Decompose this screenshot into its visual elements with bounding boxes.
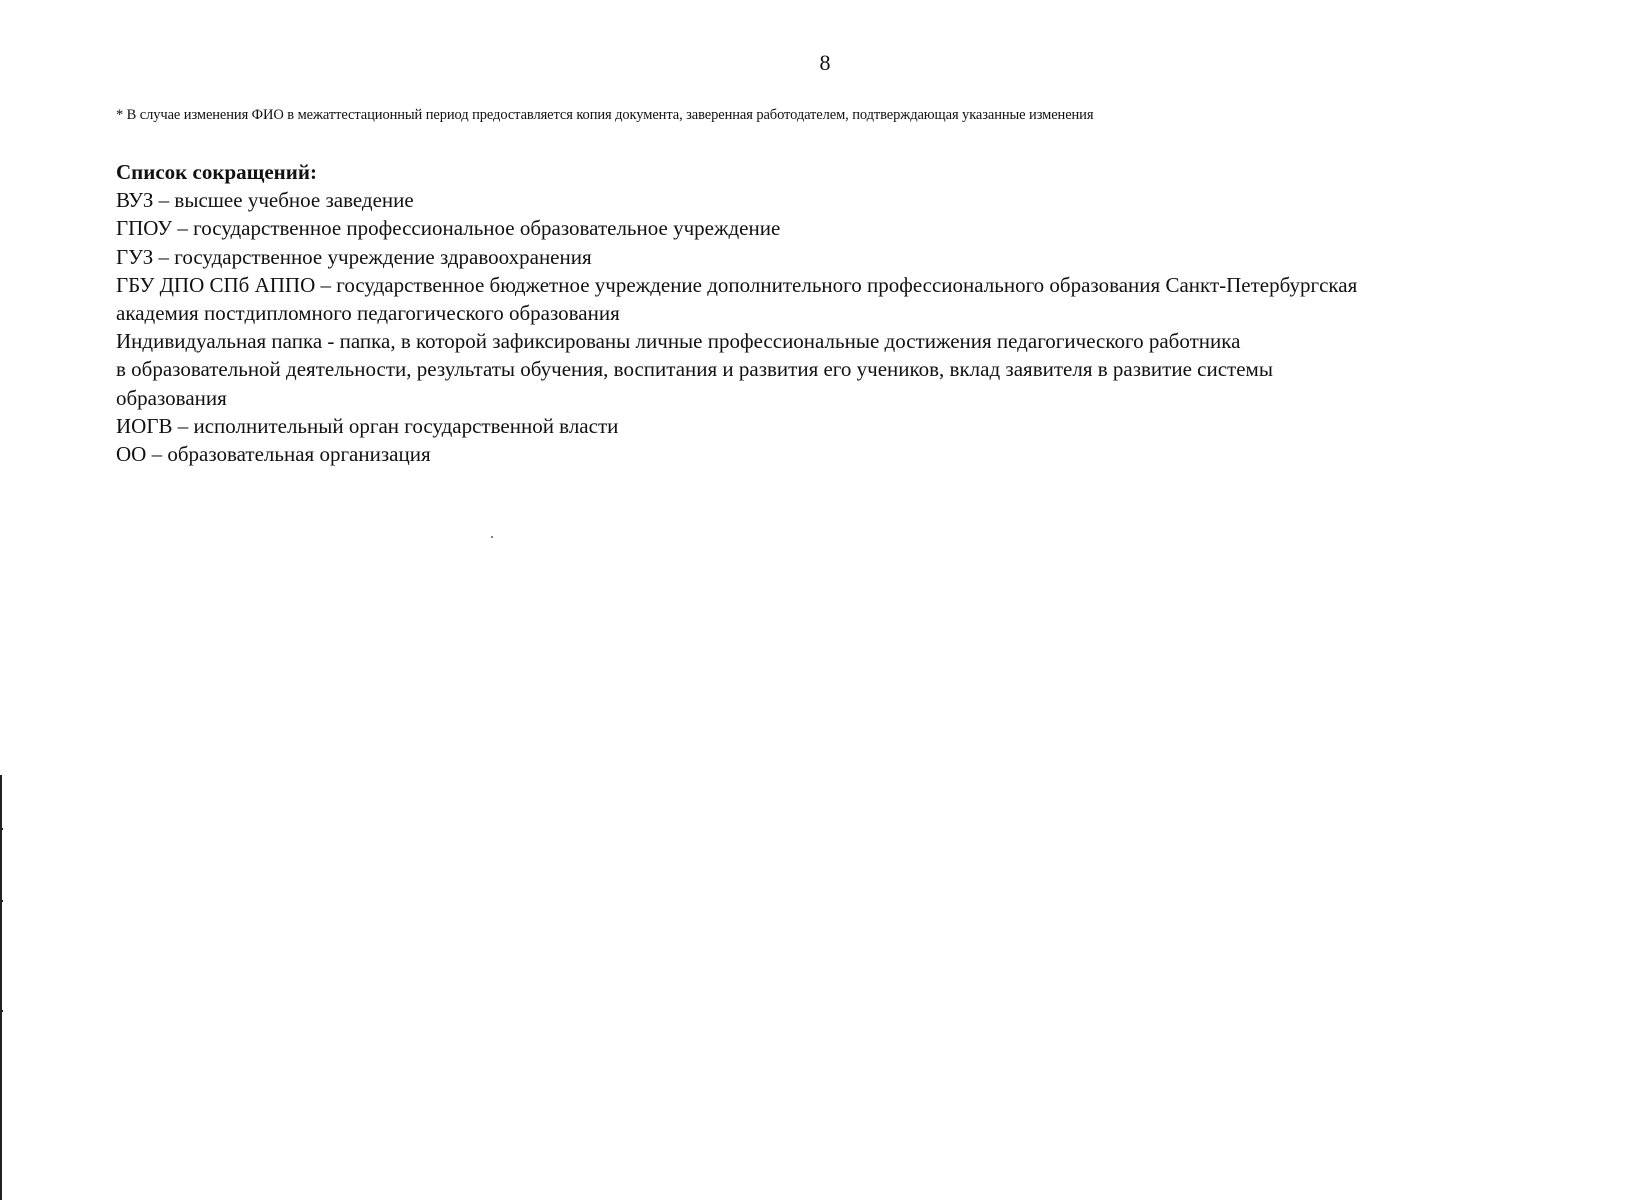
abbreviation-line: ГПОУ – государственное профессиональное образовательное учреждение	[116, 216, 781, 241]
abbreviations-title: Список сокращений:	[116, 160, 317, 184]
scan-edge-tick	[0, 828, 3, 830]
abbreviation-line: ГУЗ – государственное учреждение здравоохранения	[116, 244, 592, 269]
abbreviation-line: в образовательной деятельности, результаты обучения, воспитания и развития его учеников, вклад заявителя в развитие системы	[116, 357, 1273, 382]
abbreviation-line: академия постдипломного педагогического образования	[116, 301, 620, 326]
abbreviation-line: ВУЗ – высшее учебное заведение	[116, 188, 414, 213]
abbreviation-line: образования	[116, 385, 227, 410]
page-number: 8	[819, 50, 831, 75]
abbreviations-section	[116, 158, 1536, 468]
footnote: * В случае изменения ФИО в межаттестационный период предоставляется копия документа, заверенная работодателем, подтверждающая указанные изменения	[116, 107, 1094, 123]
scan-edge-tick	[0, 900, 3, 902]
scan-speck	[491, 536, 493, 538]
scan-edge-line	[0, 775, 2, 1200]
abbreviation-line: ИОГВ – исполнительный орган государственной власти	[116, 413, 619, 438]
abbreviation-line: ОО – образовательная организация	[116, 442, 431, 467]
abbreviation-line: ГБУ ДПО СПб АППО – государственное бюджетное учреждение дополнительного профессионального образования Санкт-Петербургская	[116, 272, 1358, 297]
abbreviation-line: Индивидуальная папка - папка, в которой зафиксированы личные профессиональные достижения педагогического работника	[116, 329, 1241, 354]
scan-edge-tick	[0, 1010, 3, 1012]
